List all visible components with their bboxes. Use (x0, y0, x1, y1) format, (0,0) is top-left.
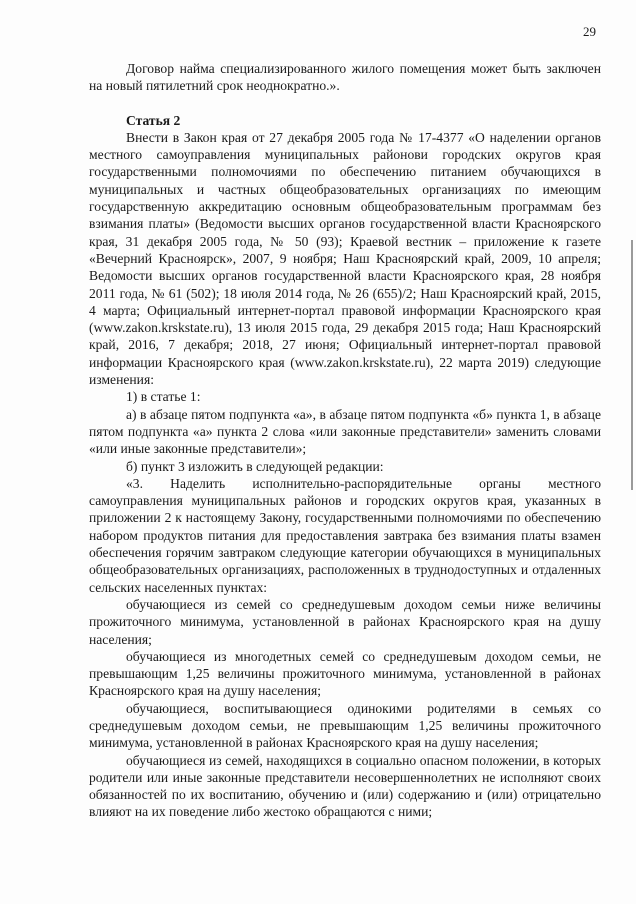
document-body (89, 60, 601, 821)
paragraph-item-1: 1) в статье 1: (126, 389, 201, 405)
paragraph-point-3: «3. Наделить исполнительно-распорядительные органы местного самоуправления муниципальных районов и городских округов края, указанных в приложении 2 к настоящему Закону, государственными полномочиями по обеспечению набором продуктов питания для предоставления завтрака без взимания платы взамен обеспечения горячим завтраком следующие категории обучающихся в муниципальных общеобразовательных организациях, расположенных в труднодоступных и отдаленных сельских населенных пунктах: (89, 475, 601, 595)
paragraph-category-low-income: обучающиеся из семей со среднедушевым доходом семьи ниже величины прожиточного минимума, установленной в районах Красноярского края на душу населения; (89, 596, 601, 647)
paragraph-category-risk-families: обучающиеся из семей, находящихся в социально опасном положении, в которых родители или иные законные представители несовершеннолетних не исполняют своих обязанностей по их воспитанию, обучению и (или) содержанию и (или) отрицательно влияют на их поведение либо жестоко обращаются с ними; (89, 752, 601, 820)
page-number: 29 (583, 24, 596, 39)
paragraph-amendment-intro: Внести в Закон края от 27 декабря 2005 года № 17-4377 «О наделении органов местного самоуправления муниципальных районови городских округов края государственными полномочиями по обеспечению питанием обучающихся в муниципальных и частных общеобразовательных организациях по имеющим государственную аккредитацию основным общеобразовательным программам без взимания платы» (Ведомости высших органов государственной власти Красноярского края, 31 декабря 2005 года, № 50 (93); Краевой вестник – приложение к газете «Вечерний Красноярск», 2007, 9 ноября; Наш Красноярский край, 2009, 10 апреля; Ведомости высших органов государственной власти Красноярского края, 28 ноября 2011 года, № 61 (502); 18 июля 2014 года, № 26 (655)/2; Наш Красноярский край, 2015, 4 марта; Официальный интернет-портал правовой информации Красноярского края (www.zakon.krskstate.ru), 13 июля 2015 года, 29 декабря 2015 года; Наш Красноярский край, 2016, 7 декабря; 2018, 27 июня; Официальный интернет-портал правовой информации Красноярского края (www.zakon.krskstate.ru), 22 марта 2019) следующие изменения: (89, 129, 601, 388)
paragraph-subitem-b: б) пункт 3 изложить в следующей редакции: (126, 458, 384, 474)
article-heading: Статья 2 (126, 112, 181, 128)
paragraph-category-single-parents: обучающиеся, воспитывающиеся одинокими родителями в семьях со среднедушевым доходом семьи, не превышающим 1,25 величины прожиточного минимума, установленной в районах Красноярского края на душу населения; (89, 700, 601, 751)
paragraph-subitem-a: а) в абзаце пятом подпункта «а», в абзаце пятом подпункта «б» пункта 1, в абзаце пятом подпункта «а» пункта 2 слова «или законные представители» заменить словами «или иные законные представители»; (89, 406, 601, 457)
paragraph-category-large-families: обучающиеся из многодетных семей со среднедушевым доходом семьи, не превышающим 1,25 величины прожиточного минимума, установленной в районах Красноярского края на душу населения; (89, 648, 601, 699)
paragraph-contract-clause: Договор найма специализированного жилого помещения может быть заключен на новый пятилетний срок неоднократно.». (89, 61, 601, 94)
scan-edge-mark (631, 240, 633, 490)
